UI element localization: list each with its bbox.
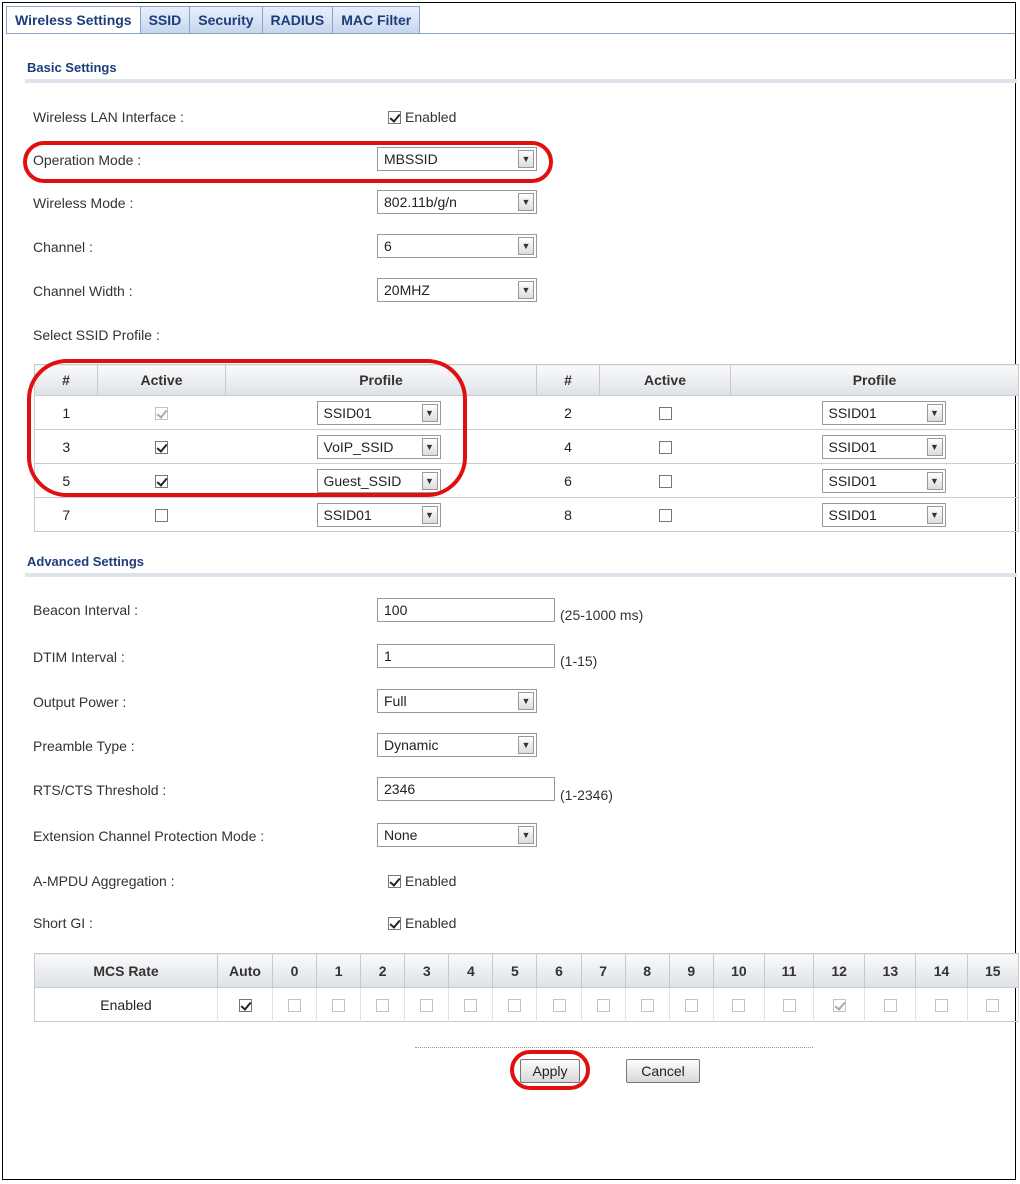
ampdu-enabled-label: Enabled	[405, 873, 457, 889]
mcs-rate-cell	[967, 988, 1018, 1022]
ampdu-aggregation-toggle[interactable]	[388, 873, 456, 889]
mcs-rate-column-header: 9	[669, 954, 713, 988]
tab-security[interactable]: Security	[189, 6, 261, 34]
mcs-rate-cell	[916, 988, 967, 1022]
basic-settings-title: Basic Settings	[27, 60, 117, 75]
mcs-rate-checkbox	[783, 999, 796, 1012]
column-header: Active	[600, 365, 731, 396]
profile-number: 3	[35, 430, 98, 464]
mcs-rate-checkbox	[553, 999, 566, 1012]
ssid-profile-value: VoIP_SSID	[323, 439, 394, 455]
active-checkbox[interactable]	[659, 441, 672, 454]
chevron-down-icon[interactable]: ▼	[518, 193, 534, 211]
mcs-rate-column-header: 12	[814, 954, 865, 988]
extension-channel-protection-value: None	[384, 827, 418, 843]
mcs-rate-column-header: 4	[449, 954, 493, 988]
table-row	[35, 498, 1019, 532]
mcs-rate-column-header: 5	[493, 954, 537, 988]
preamble-type-label: Preamble Type :	[33, 738, 135, 754]
chevron-down-icon[interactable]: ▼	[518, 736, 534, 754]
ssid-profile-value: SSID01	[828, 473, 877, 489]
active-cell	[600, 396, 731, 430]
channel-select[interactable]	[377, 234, 537, 258]
ssid-profile-value: Guest_SSID	[323, 473, 402, 489]
mcs-row-label: Enabled	[35, 988, 218, 1022]
column-header: Active	[98, 365, 226, 396]
mcs-rate-cell	[537, 988, 581, 1022]
mcs-rate-cell	[764, 988, 813, 1022]
ssid-profile-select[interactable]	[822, 401, 946, 425]
mcs-auto-header: Auto	[218, 954, 273, 988]
mcs-rate-checkbox	[508, 999, 521, 1012]
short-gi-toggle[interactable]	[388, 915, 456, 931]
ssid-profile-value: SSID01	[828, 507, 877, 523]
mcs-rate-column-header: 8	[625, 954, 669, 988]
mcs-rate-cell	[625, 988, 669, 1022]
beacon-interval-hint: (25-1000 ms)	[560, 607, 644, 623]
preamble-type-value: Dynamic	[384, 737, 439, 753]
profile-cell	[731, 464, 1019, 498]
tab-ssid[interactable]: SSID	[140, 6, 190, 34]
channel-width-value: 20MHZ	[384, 282, 430, 298]
profile-cell	[226, 498, 537, 532]
mcs-rate-checkbox	[332, 999, 345, 1012]
profile-number: 7	[35, 498, 98, 532]
wlan-interface-toggle[interactable]	[388, 109, 456, 125]
mcs-rate-column-header: 15	[967, 954, 1018, 988]
select-ssid-profile-label: Select SSID Profile :	[33, 327, 160, 343]
ssid-profile-select[interactable]	[822, 469, 946, 493]
ampdu-enabled-checkbox[interactable]	[388, 875, 401, 888]
short-gi-label: Short GI :	[33, 915, 93, 931]
channel-width-select[interactable]	[377, 278, 537, 302]
ssid-profile-highlight	[27, 359, 467, 497]
mcs-rate-cell	[273, 988, 317, 1022]
profile-number: 8	[537, 498, 600, 532]
chevron-down-icon[interactable]: ▼	[518, 826, 534, 844]
chevron-down-icon[interactable]: ▼	[927, 506, 943, 524]
apply-button[interactable]: Apply	[520, 1059, 580, 1083]
mcs-rate-column-header: 14	[916, 954, 967, 988]
apply-button-highlight	[510, 1050, 590, 1090]
mcs-rate-column-header: 2	[361, 954, 405, 988]
mcs-auto-checkbox[interactable]	[239, 999, 252, 1012]
active-cell	[600, 430, 731, 464]
preamble-type-select[interactable]	[377, 733, 537, 757]
mcs-rate-column-header: 11	[764, 954, 813, 988]
output-power-value: Full	[384, 693, 407, 709]
table-row	[35, 988, 1019, 1022]
mcs-auto-cell	[218, 988, 273, 1022]
mcs-rate-column-header: 0	[273, 954, 317, 988]
mcs-rate-cell	[317, 988, 361, 1022]
wireless-mode-select[interactable]	[377, 190, 537, 214]
column-header: #	[35, 365, 98, 396]
short-gi-enabled-label: Enabled	[405, 915, 457, 931]
mcs-rate-checkbox	[641, 999, 654, 1012]
profile-number: 4	[537, 430, 600, 464]
wireless-mode-value: 802.11b/g/n	[384, 194, 457, 210]
active-checkbox[interactable]	[659, 475, 672, 488]
tab-radius[interactable]: RADIUS	[262, 6, 333, 34]
ssid-profile-value: SSID01	[828, 405, 877, 421]
active-checkbox[interactable]	[155, 509, 168, 522]
wlan-interface-label: Wireless LAN Interface :	[33, 109, 184, 125]
column-header: Profile	[731, 365, 1019, 396]
channel-label: Channel :	[33, 239, 93, 255]
dtim-interval-input[interactable]: 1	[377, 644, 555, 668]
mcs-rate-cell	[361, 988, 405, 1022]
mcs-rate-column-header: 13	[865, 954, 916, 988]
channel-width-label: Channel Width :	[33, 283, 133, 299]
active-checkbox[interactable]	[659, 509, 672, 522]
mcs-rate-header: MCS Rate	[35, 954, 218, 988]
section-divider	[25, 79, 1017, 83]
mcs-rate-column-header: 1	[317, 954, 361, 988]
chevron-down-icon[interactable]: ▼	[518, 237, 534, 255]
dtim-interval-hint: (1-15)	[560, 653, 598, 669]
chevron-down-icon[interactable]: ▼	[422, 506, 438, 524]
mcs-rate-checkbox	[685, 999, 698, 1012]
ssid-profile-value: SSID01	[323, 405, 372, 421]
settings-frame	[2, 2, 1016, 1180]
mcs-rate-checkbox	[288, 999, 301, 1012]
operation-mode-value: MBSSID	[384, 151, 438, 167]
extension-channel-protection-label: Extension Channel Protection Mode :	[33, 828, 265, 844]
ssid-profile-value: SSID01	[323, 507, 372, 523]
mcs-rate-checkbox	[376, 999, 389, 1012]
mcs-rate-cell	[449, 988, 493, 1022]
mcs-rate-checkbox	[884, 999, 897, 1012]
mcs-rate-cell	[814, 988, 865, 1022]
button-divider	[415, 1047, 813, 1048]
mcs-rate-checkbox	[420, 999, 433, 1012]
beacon-interval-input[interactable]: 100	[377, 598, 555, 622]
profile-cell	[731, 498, 1019, 532]
chevron-down-icon[interactable]: ▼	[518, 281, 534, 299]
tab-mac-filter[interactable]: MAC Filter	[332, 6, 420, 34]
output-power-label: Output Power :	[33, 694, 127, 710]
mcs-rate-column-header: 3	[405, 954, 449, 988]
active-cell	[600, 498, 731, 532]
mcs-rate-checkbox	[464, 999, 477, 1012]
mcs-rate-checkbox	[986, 999, 999, 1012]
chevron-down-icon[interactable]: ▼	[422, 404, 438, 422]
advanced-settings-title: Advanced Settings	[27, 554, 145, 569]
mcs-rate-cell	[669, 988, 713, 1022]
active-cell	[600, 464, 731, 498]
tab-divider	[6, 33, 1015, 34]
profile-number: 1	[35, 396, 98, 430]
profile-cell	[731, 396, 1019, 430]
profile-cell	[731, 430, 1019, 464]
cancel-button[interactable]: Cancel	[626, 1059, 700, 1083]
channel-value: 6	[384, 238, 392, 254]
column-header: Profile	[226, 365, 537, 396]
mcs-rate-cell	[581, 988, 625, 1022]
chevron-down-icon[interactable]: ▼	[422, 472, 438, 490]
ssid-profile-select[interactable]	[822, 503, 946, 527]
mcs-rate-table	[34, 953, 1019, 1022]
profile-number: 2	[537, 396, 600, 430]
wireless-mode-label: Wireless Mode :	[33, 195, 134, 211]
mcs-rate-column-header: 10	[713, 954, 764, 988]
chevron-down-icon[interactable]: ▼	[927, 438, 943, 456]
chevron-down-icon[interactable]: ▼	[518, 692, 534, 710]
active-checkbox[interactable]	[659, 407, 672, 420]
mcs-rate-cell	[865, 988, 916, 1022]
output-power-select[interactable]	[377, 689, 537, 713]
ssid-profile-value: SSID01	[828, 439, 877, 455]
beacon-interval-label: Beacon Interval :	[33, 602, 139, 618]
ssid-profile-select[interactable]	[822, 435, 946, 459]
mcs-rate-cell	[405, 988, 449, 1022]
wlan-enabled-checkbox[interactable]	[388, 111, 401, 124]
mcs-rate-column-header: 6	[537, 954, 581, 988]
mcs-rate-checkbox	[597, 999, 610, 1012]
column-header: #	[537, 365, 600, 396]
dtim-interval-label: DTIM Interval :	[33, 649, 125, 665]
wlan-enabled-label: Enabled	[405, 109, 457, 125]
active-cell	[98, 498, 226, 532]
profile-number: 5	[35, 464, 98, 498]
mcs-rate-cell	[493, 988, 537, 1022]
chevron-down-icon[interactable]: ▼	[422, 438, 438, 456]
section-divider	[25, 573, 1017, 577]
tab-wireless-settings[interactable]: Wireless Settings	[6, 6, 140, 34]
profile-number: 6	[537, 464, 600, 498]
chevron-down-icon[interactable]: ▼	[927, 404, 943, 422]
extension-channel-protection-select[interactable]	[377, 823, 537, 847]
mcs-rate-column-header: 7	[581, 954, 625, 988]
mcs-rate-checkbox	[935, 999, 948, 1012]
chevron-down-icon[interactable]: ▼	[518, 150, 534, 168]
ampdu-aggregation-label: A-MPDU Aggregation :	[33, 873, 175, 889]
operation-mode-highlight	[23, 141, 553, 183]
chevron-down-icon[interactable]: ▼	[927, 472, 943, 490]
rts-cts-threshold-label: RTS/CTS Threshold :	[33, 782, 167, 798]
rts-cts-threshold-input[interactable]: 2346	[377, 777, 555, 801]
rts-cts-threshold-hint: (1-2346)	[560, 787, 613, 803]
table-header-row	[35, 954, 1019, 988]
mcs-rate-cell	[713, 988, 764, 1022]
ssid-profile-select[interactable]	[317, 503, 441, 527]
mcs-rate-checkbox	[732, 999, 745, 1012]
tab-bar	[3, 3, 1015, 34]
short-gi-enabled-checkbox[interactable]	[388, 917, 401, 930]
mcs-rate-checkbox	[833, 999, 846, 1012]
operation-mode-label: Operation Mode :	[33, 152, 142, 168]
